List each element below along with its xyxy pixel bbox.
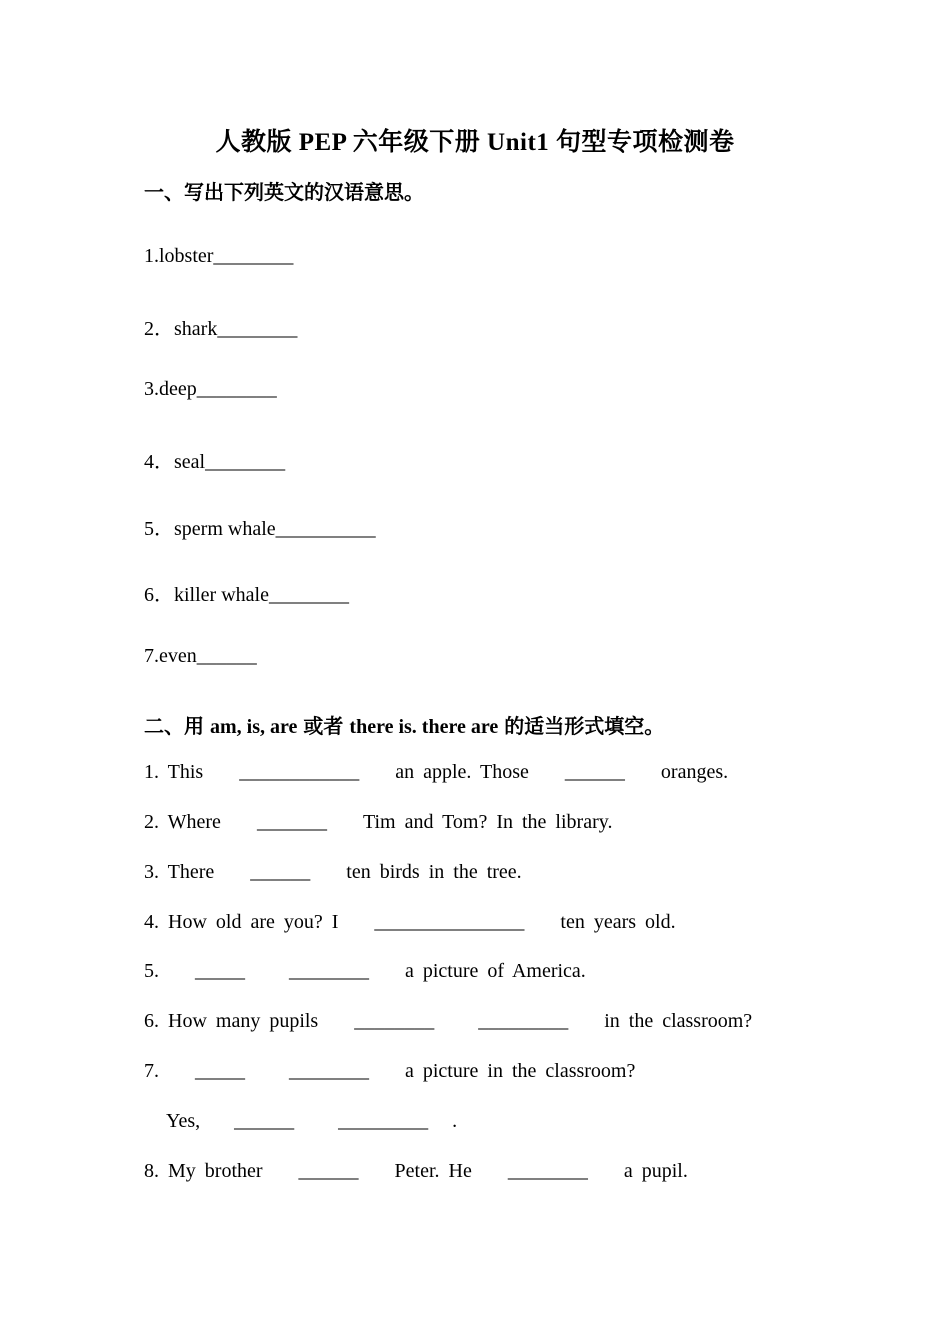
question-7-answer [166, 1110, 457, 1133]
section2-heading-phrase: there is. there are [349, 716, 499, 738]
section1-heading: 一、写出下列英文的汉语意思。 [144, 182, 424, 204]
question-8 [144, 1160, 688, 1183]
q4-text-c: ten years old. [560, 911, 676, 933]
vocab-item-4: 4．seal________ [144, 451, 286, 473]
q7-blank-2: ________ [289, 1060, 369, 1082]
q7-answer-period: . [452, 1110, 458, 1132]
document-title: 人教版 PEP 六年级下册 Unit1 句型专项检测卷 [215, 129, 735, 156]
q8-blank-1: ______ [298, 1160, 359, 1182]
vocab-item-7: 7.even______ [144, 645, 257, 667]
q5-blank-1: _____ [195, 960, 245, 982]
q8-blank-2: ________ [507, 1160, 588, 1182]
section2-heading [144, 710, 664, 739]
q3-blank-1: ______ [250, 861, 311, 883]
vocab-item-6: 6．killer whale________ [144, 584, 349, 606]
q5-blank-2: ________ [289, 960, 369, 982]
q7-answer-text-a: Yes, [166, 1110, 201, 1132]
q3-text-a: 3. There [144, 861, 215, 883]
q1-text-e: oranges. [660, 761, 729, 783]
q2-text-c: Tim and Tom? In the library. [362, 811, 613, 833]
q2-text-a: 2. Where [144, 811, 221, 833]
q4-text-a: 4. How old are you? I [144, 911, 339, 933]
section2-heading-words: am, is, are [210, 716, 298, 738]
q1-blank-1: ____________ [239, 761, 360, 783]
q7-blank-1: _____ [195, 1060, 245, 1082]
vocab-item-5: 5．sperm whale__________ [144, 518, 376, 540]
q6-text-a: 6. How many pupils [144, 1010, 319, 1032]
q1-blank-2: ______ [564, 761, 625, 783]
q7-answer-blank-2: _________ [338, 1110, 429, 1132]
section2-heading-prefix: 二、用 [144, 716, 204, 738]
q2-blank-1: _______ [256, 811, 327, 833]
q7-text-d: a picture in the classroom? [405, 1060, 636, 1082]
q6-blank-2: _________ [478, 1010, 569, 1032]
q8-text-c: Peter. He [394, 1160, 472, 1182]
q6-text-d: in the classroom? [604, 1010, 753, 1032]
q7-answer-blank-1: ______ [234, 1110, 295, 1132]
q8-text-e: a pupil. [623, 1160, 688, 1182]
question-2 [144, 811, 612, 834]
section2-heading-suffix: 的适当形式填空。 [504, 716, 665, 738]
question-3 [144, 861, 522, 884]
q6-blank-1: ________ [354, 1010, 435, 1032]
q1-text-a: 1. This [144, 761, 204, 783]
question-4 [144, 911, 676, 934]
vocab-item-2: 2．shark________ [144, 318, 298, 340]
q7-text-a: 7. [144, 1060, 159, 1082]
question-6 [144, 1010, 752, 1033]
question-7 [144, 1060, 635, 1083]
q3-text-c: ten birds in the tree. [346, 861, 522, 883]
section2-heading-middle: 或者 [303, 716, 344, 738]
q5-text-d: a picture of America. [405, 960, 586, 982]
vocab-item-1: 1.lobster________ [144, 245, 294, 267]
q8-text-a: 8. My brother [144, 1160, 263, 1182]
question-5 [144, 960, 586, 983]
q5-text-a: 5. [144, 960, 159, 982]
vocab-item-3: 3.deep________ [144, 378, 277, 400]
q4-blank-1: _______________ [374, 911, 525, 933]
q1-text-c: an apple. Those [395, 761, 529, 783]
question-1 [144, 761, 728, 784]
